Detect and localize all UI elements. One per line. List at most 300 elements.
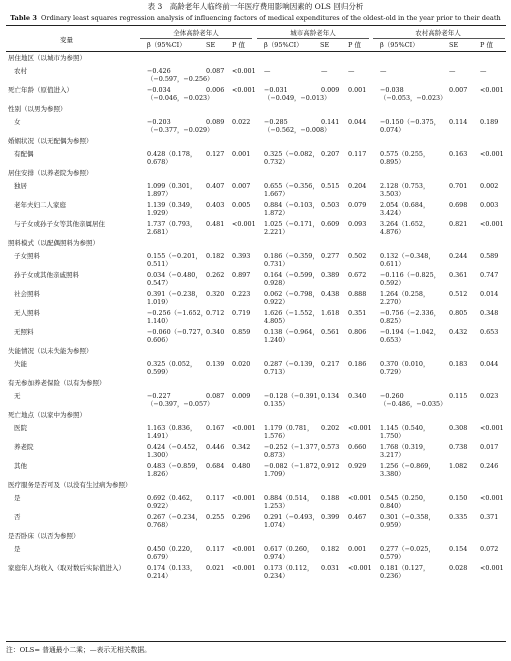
beta-ci-cell: 2.128（0.753， [380, 182, 430, 190]
beta-ci-cell: 1.179（0.781， [264, 424, 314, 432]
row-label: 是 [14, 545, 21, 553]
se-cell: 0.277 [321, 252, 340, 260]
beta-ci-cell: 3.424） [380, 209, 405, 217]
table-row [0, 513, 511, 531]
p-value-cell: <0.001 [480, 564, 504, 572]
beta-ci-cell: 0.873） [264, 451, 289, 459]
se-cell: 0.021 [206, 564, 225, 572]
se-cell: 0.255 [206, 513, 225, 521]
se-cell: 0.117 [206, 494, 225, 502]
p-value-cell: 0.888 [348, 290, 367, 298]
beta-ci-cell: 1.626（−1.552， [264, 309, 319, 317]
beta-ci-cell: 0.679） [147, 553, 172, 561]
beta-ci-cell: 0.155（−0.201， [147, 252, 202, 260]
beta-ci-cell: 0.370（0.010， [380, 360, 430, 368]
se-cell: 0.183 [449, 360, 468, 368]
section-label: 失能情况（以未失能为参照） [8, 347, 93, 355]
beta-ci-cell: 3.264（1.652， [380, 220, 430, 228]
se-cell: 0.182 [321, 545, 340, 553]
table-row [0, 564, 511, 582]
beta-ci-cell: 0.301（−0.358， [380, 513, 435, 521]
beta-ci-cell: — [264, 67, 271, 75]
table-row [0, 360, 511, 378]
beta-ci-cell: 1.163（0.836， [147, 424, 197, 432]
section-label: 有无参加养老保险（以有为参照） [8, 379, 106, 387]
table-row [0, 252, 511, 270]
p-value-cell: 0.020 [232, 360, 251, 368]
bottom-rule [6, 641, 506, 642]
se-cell: 0.117 [206, 545, 225, 553]
beta-ci-cell: −0.150（−0.375， [380, 118, 441, 126]
beta-ci-cell: （−0.562，−0.008） [264, 126, 331, 134]
section-label: 居住地区（以城市为参照） [8, 54, 86, 62]
beta-ci-cell: 0.034（−0.480， [147, 271, 202, 279]
beta-ci-cell: −0.060（−0.727， [147, 328, 208, 336]
beta-ci-cell: 1.025（−0.171， [264, 220, 319, 228]
beta-ci-cell: 1.737（0.793， [147, 220, 197, 228]
beta-ci-cell: 1.145（0.540， [380, 424, 430, 432]
se-cell: 0.188 [321, 494, 340, 502]
beta-ci-cell: 1.240） [264, 336, 289, 344]
beta-ci-cell: −0.285 [264, 118, 288, 126]
row-label: 无 [14, 392, 21, 400]
beta-ci-cell: 0.062（−0.798， [264, 290, 319, 298]
p-value-cell: 0.747 [480, 271, 499, 279]
beta-ci-cell: 0.291（−0.493， [264, 513, 319, 521]
beta-ci-cell: 0.653） [380, 336, 405, 344]
se-cell: 0.561 [321, 328, 340, 336]
beta-ci-cell: 2.054（0.684， [380, 201, 430, 209]
se-cell: 1.618 [321, 309, 340, 317]
p-value-cell: — [480, 67, 487, 75]
beta-ci-cell: −0.256（−1.652， [147, 309, 208, 317]
se-cell: 0.141 [321, 118, 340, 126]
beta-ci-cell: 2.681） [147, 228, 172, 236]
beta-ci-cell: 0.579） [380, 553, 405, 561]
p-value-cell: 0.348 [480, 309, 499, 317]
section-label: 婚姻状况（以无配偶为参照） [8, 137, 93, 145]
beta-ci-cell: 0.287（−0.139， [264, 360, 319, 368]
beta-ci-cell: 1.872） [264, 209, 289, 217]
section-label: 是否卧床（以否为参照） [8, 532, 80, 540]
se-cell: 0.438 [321, 290, 340, 298]
table-row [0, 494, 511, 512]
p-value-cell: <0.001 [232, 424, 256, 432]
beta-ci-cell: 0.840） [380, 502, 405, 510]
beta-ci-cell: （−0.377，−0.029） [147, 126, 214, 134]
beta-ci-cell: −0.082（−1.872， [264, 462, 325, 470]
beta-ci-cell: 0.617（0.260， [264, 545, 314, 553]
beta-ci-cell: — [380, 67, 387, 75]
p-value-cell: 0.189 [480, 118, 499, 126]
beta-ci-cell: 0.922） [264, 298, 289, 306]
p-value-cell: 0.014 [480, 290, 499, 298]
table-row [0, 462, 511, 480]
beta-ci-cell: 1.300） [147, 451, 172, 459]
row-label: 孙子女或其他亲戚照料 [14, 271, 79, 279]
table-title-cn: 表 3 高龄老年人临终前一年医疗费用影响因素的 OLS 回归分析 [147, 2, 364, 11]
header-se-urban: SE [320, 41, 330, 49]
header-beta-rural: β（95%CI） [380, 41, 419, 49]
row-label: 社会照料 [14, 290, 40, 298]
beta-ci-cell: −0.034 [147, 86, 171, 94]
beta-ci-cell: 0.132（−0.348， [380, 252, 435, 260]
p-value-cell: 0.859 [232, 328, 251, 336]
p-value-cell: 0.223 [232, 290, 251, 298]
se-cell: 0.089 [206, 118, 225, 126]
beta-ci-cell: （−0.397，−0.057） [147, 400, 214, 408]
se-cell: 0.407 [206, 182, 225, 190]
table-label: Table 3 [10, 14, 38, 22]
beta-ci-cell: 0.181（0.127， [380, 564, 430, 572]
table-row [0, 443, 511, 461]
se-cell: — [449, 67, 456, 75]
beta-ci-cell: 0.325（−0.082， [264, 150, 319, 158]
beta-ci-cell: 0.974） [264, 553, 289, 561]
header-group-urban: 城市高龄老年人 [290, 29, 336, 37]
p-value-cell: 0.017 [480, 443, 499, 451]
beta-ci-cell: 0.692（0.462， [147, 494, 197, 502]
beta-ci-cell: 3.503） [380, 190, 405, 198]
section-label: 医疗服务是否可及（以没有生过病为参照） [8, 481, 132, 489]
beta-ci-cell: −0.116（−0.825， [380, 271, 441, 279]
se-cell: 0.087 [206, 67, 225, 75]
se-cell: 0.031 [321, 564, 340, 572]
beta-ci-cell: 0.236） [380, 572, 405, 580]
p-value-cell: 0.072 [480, 545, 499, 553]
p-value-cell: 0.371 [480, 513, 499, 521]
p-value-cell: <0.001 [348, 494, 372, 502]
p-value-cell: 0.003 [480, 201, 499, 209]
se-cell: 0.007 [449, 86, 468, 94]
se-cell: 0.512 [449, 290, 468, 298]
p-value-cell: <0.001 [232, 67, 256, 75]
beta-ci-cell: 0.545（0.250， [380, 494, 430, 502]
row-label: 有配偶 [14, 150, 34, 158]
table-row [0, 290, 511, 308]
beta-ci-cell: 1.099（0.301， [147, 182, 197, 190]
beta-ci-cell: 0.186（−0.359， [264, 252, 319, 260]
p-value-cell: 0.044 [348, 118, 367, 126]
row-label: 是 [14, 494, 21, 502]
beta-ci-cell: 0.606） [147, 336, 172, 344]
beta-ci-cell: 0.483（−0.859， [147, 462, 202, 470]
beta-ci-cell: 0.164（−0.599， [264, 271, 319, 279]
se-cell: 0.609 [321, 220, 340, 228]
beta-ci-cell: 1.256（−0.869， [380, 462, 435, 470]
table-row [0, 424, 511, 442]
se-cell: 0.182 [206, 252, 225, 260]
header-group-all: 全体高龄老年人 [173, 29, 219, 37]
se-cell: 0.028 [449, 564, 468, 572]
table-row [0, 309, 511, 327]
se-cell: 1.082 [449, 462, 468, 470]
p-value-cell: 0.246 [480, 462, 499, 470]
row-label: 女 [14, 118, 21, 126]
section-label: 居住安排（以养老院为参照） [8, 169, 93, 177]
se-cell: — [321, 67, 328, 75]
se-cell: 0.163 [449, 150, 468, 158]
beta-ci-cell: 0.267（−0.234， [147, 513, 202, 521]
p-value-cell: 0.340 [348, 392, 367, 400]
top-rule [6, 25, 506, 26]
p-value-cell: <0.001 [480, 424, 504, 432]
se-cell: 0.701 [449, 182, 468, 190]
beta-ci-cell: 0.214） [147, 572, 172, 580]
se-cell: 0.127 [206, 150, 225, 158]
p-value-cell: 0.589 [480, 252, 499, 260]
section-label: 照料模式（以配偶照料为参照） [8, 239, 99, 247]
table-row [0, 201, 511, 219]
beta-ci-cell: 4.805） [264, 317, 289, 325]
beta-ci-cell: 1.491） [147, 432, 172, 440]
se-cell: 0.912 [321, 462, 340, 470]
beta-ci-cell: （−0.486，−0.035） [380, 400, 447, 408]
row-label: 医院 [14, 424, 27, 432]
row-label: 农村 [14, 67, 27, 75]
beta-ci-cell: 0.825） [380, 317, 405, 325]
header-se-rural: SE [449, 41, 459, 49]
beta-ci-cell: 1.709） [264, 470, 289, 478]
p-value-cell: <0.001 [480, 220, 504, 228]
p-value-cell: 0.001 [348, 86, 367, 94]
beta-ci-cell: 0.678） [147, 158, 172, 166]
table-row [0, 118, 511, 136]
header-p-all: P 值 [232, 41, 245, 49]
se-cell: 0.202 [321, 424, 340, 432]
beta-ci-cell: 1.667） [264, 190, 289, 198]
beta-ci-cell: 0.575（0.255， [380, 150, 430, 158]
row-label: 家庭年人均收入（取对数后实际值进入） [8, 564, 125, 572]
beta-ci-cell: 0.732） [264, 158, 289, 166]
group-rule-all [140, 38, 252, 39]
p-value-cell: 0.022 [232, 118, 251, 126]
beta-ci-cell: 0.729） [380, 368, 405, 376]
row-label: 无照料 [14, 328, 34, 336]
beta-ci-cell: 1.750） [380, 432, 405, 440]
p-value-cell: <0.001 [232, 564, 256, 572]
beta-ci-cell: 0.592） [380, 279, 405, 287]
row-label: 与子女或孙子女等其他亲属居住 [14, 220, 105, 228]
p-value-cell: 0.007 [232, 182, 251, 190]
beta-ci-cell: 0.928） [264, 279, 289, 287]
se-cell: 0.446 [206, 443, 225, 451]
beta-ci-cell: 0.547） [147, 279, 172, 287]
se-cell: 0.432 [449, 328, 468, 336]
beta-ci-cell: −0.038 [380, 86, 404, 94]
beta-ci-cell: 0.391（−0.238， [147, 290, 202, 298]
se-cell: 0.009 [321, 86, 340, 94]
p-value-cell: 0.296 [232, 513, 251, 521]
se-cell: 0.217 [321, 360, 340, 368]
beta-ci-cell: 0.450（0.220， [147, 545, 197, 553]
beta-ci-cell: 0.713） [264, 368, 289, 376]
p-value-cell: 0.001 [348, 545, 367, 553]
p-value-cell: 0.044 [480, 360, 499, 368]
p-value-cell: 0.393 [232, 252, 251, 260]
p-value-cell: 0.342 [232, 443, 251, 451]
beta-ci-cell: −0.203 [147, 118, 171, 126]
beta-ci-cell: 1.768（0.319， [380, 443, 430, 451]
p-value-cell: <0.001 [348, 424, 372, 432]
se-cell: 0.684 [206, 462, 225, 470]
row-label: 老年夫妇二人家庭 [14, 201, 66, 209]
beta-ci-cell: 0.655（−0.356， [264, 182, 319, 190]
header-beta-urban: β（95%CI） [264, 41, 303, 49]
se-cell: 0.389 [321, 271, 340, 279]
p-value-cell: <0.001 [232, 545, 256, 553]
se-cell: 0.114 [449, 118, 468, 126]
beta-ci-cell: 0.173（0.112， [264, 564, 314, 572]
beta-ci-cell: 1.929） [147, 209, 172, 217]
se-cell: 0.167 [206, 424, 225, 432]
beta-ci-cell: （−0.049，−0.013） [264, 94, 331, 102]
beta-ci-cell: 1.019） [147, 298, 172, 306]
se-cell: 0.738 [449, 443, 468, 451]
se-cell: 0.150 [449, 494, 468, 502]
beta-ci-cell: 4.876） [380, 228, 405, 236]
beta-ci-cell: 1.897） [147, 190, 172, 198]
p-value-cell: 0.009 [232, 392, 251, 400]
p-value-cell: 0.117 [348, 150, 367, 158]
beta-ci-cell: 0.959） [380, 521, 405, 529]
beta-ci-cell: 0.234） [264, 572, 289, 580]
beta-ci-cell: 0.599） [147, 368, 172, 376]
beta-ci-cell: −0.260 [380, 392, 404, 400]
p-value-cell: 0.653 [480, 328, 499, 336]
p-value-cell: 0.186 [348, 360, 367, 368]
p-value-cell: 0.204 [348, 182, 367, 190]
table-row [0, 86, 511, 104]
section-label: 死亡地点（以家中为参照） [8, 411, 86, 419]
beta-ci-cell: 0.922） [147, 502, 172, 510]
beta-ci-cell: 2.270） [380, 298, 405, 306]
p-value-cell: 0.005 [232, 201, 251, 209]
table-title-en [0, 13, 511, 23]
se-cell: 0.821 [449, 220, 468, 228]
beta-ci-cell: 0.884（−0.103， [264, 201, 319, 209]
beta-ci-cell: 1.253） [264, 502, 289, 510]
beta-ci-cell: 3.380） [380, 470, 405, 478]
beta-ci-cell: 0.174（0.133， [147, 564, 197, 572]
table-row [0, 328, 511, 346]
p-value-cell: <0.001 [480, 86, 504, 94]
beta-ci-cell: （−0.046，−0.023） [147, 94, 214, 102]
beta-ci-cell: 0.428（0.178， [147, 150, 197, 158]
se-cell: 0.335 [449, 513, 468, 521]
beta-ci-cell: 0.611） [380, 260, 405, 268]
se-cell: 0.573 [321, 443, 340, 451]
se-cell: 0.320 [206, 290, 225, 298]
beta-ci-cell: 0.138（−0.964， [264, 328, 319, 336]
row-label: 其他 [14, 462, 27, 470]
p-value-cell: <0.001 [480, 494, 504, 502]
p-value-cell: <0.001 [232, 494, 256, 502]
beta-ci-cell: −0.252（−1.377， [264, 443, 325, 451]
beta-ci-cell: 0.768） [147, 521, 172, 529]
beta-ci-cell: −0.756（−2.336， [380, 309, 441, 317]
beta-ci-cell: 0.424（−0.452， [147, 443, 202, 451]
se-cell: 0.244 [449, 252, 468, 260]
beta-ci-cell: 1.576） [264, 432, 289, 440]
header-p-urban: P 值 [348, 41, 361, 49]
p-value-cell: 0.023 [480, 392, 499, 400]
p-value-cell: <0.001 [232, 220, 256, 228]
p-value-cell: 0.351 [348, 309, 367, 317]
p-value-cell: 0.502 [348, 252, 367, 260]
beta-ci-cell: −0.194（−1.042， [380, 328, 441, 336]
header-beta-all: β（95%CI） [147, 41, 186, 49]
se-cell: 0.481 [206, 220, 225, 228]
beta-ci-cell: 0.074） [380, 126, 405, 134]
p-value-cell: 0.093 [348, 220, 367, 228]
p-value-cell: <0.001 [232, 86, 256, 94]
p-value-cell: 0.001 [232, 150, 251, 158]
se-cell: 0.503 [321, 201, 340, 209]
se-cell: 0.712 [206, 309, 225, 317]
group-rule-urban [257, 38, 369, 39]
beta-ci-cell: 1.139（0.349， [147, 201, 197, 209]
beta-ci-cell: −0.227 [147, 392, 171, 400]
table-row [0, 220, 511, 238]
p-value-cell: 0.467 [348, 513, 367, 521]
beta-ci-cell: 0.511） [147, 260, 172, 268]
header-group-rural: 农村高龄老年人 [415, 29, 461, 37]
se-cell: 0.805 [449, 309, 468, 317]
beta-ci-cell: 0.277（−0.025， [380, 545, 435, 553]
p-value-cell: 0.719 [232, 309, 251, 317]
table-row [0, 67, 511, 85]
beta-ci-cell: （−0.597，−0.256） [147, 75, 214, 83]
header-variable: 变量 [60, 36, 73, 44]
header-p-rural: P 值 [480, 41, 493, 49]
beta-ci-cell: 3.217） [380, 451, 405, 459]
table-row [0, 150, 511, 168]
p-value-cell: 0.929 [348, 462, 367, 470]
se-cell: 0.340 [206, 328, 225, 336]
beta-ci-cell: 1.140） [147, 317, 172, 325]
beta-ci-cell: 1.074） [264, 521, 289, 529]
header-se-all: SE [206, 41, 216, 49]
header-rule [6, 51, 506, 52]
beta-ci-cell: 0.731） [264, 260, 289, 268]
se-cell: 0.403 [206, 201, 225, 209]
beta-ci-cell: −0.426 [147, 67, 171, 75]
row-label: 失能 [14, 360, 27, 368]
row-label: 否 [14, 513, 21, 521]
p-value-cell: <0.001 [348, 564, 372, 572]
se-cell: 0.134 [321, 392, 340, 400]
row-label: 无人照料 [14, 309, 40, 317]
group-rule-rural [373, 38, 505, 39]
p-value-cell: 0.660 [348, 443, 367, 451]
table-footnote: 注：OLS= 普通最小二乘；—表示无相关数据。 [6, 646, 151, 654]
row-label: 死亡年龄（原值进入） [8, 86, 73, 94]
beta-ci-cell: 2.221） [264, 228, 289, 236]
p-value-cell: 0.897 [232, 271, 251, 279]
section-label: 性别（以男为参照） [8, 105, 67, 113]
table-row [0, 392, 511, 410]
p-value-cell: <0.001 [480, 150, 504, 158]
table-row [0, 271, 511, 289]
beta-ci-cell: −0.031 [264, 86, 288, 94]
p-value-cell: 0.806 [348, 328, 367, 336]
se-cell: 0.698 [449, 201, 468, 209]
table-row [0, 545, 511, 563]
beta-ci-cell: 1.826） [147, 470, 172, 478]
beta-ci-cell: −0.128（−0.391， [264, 392, 325, 400]
se-cell: 0.361 [449, 271, 468, 279]
